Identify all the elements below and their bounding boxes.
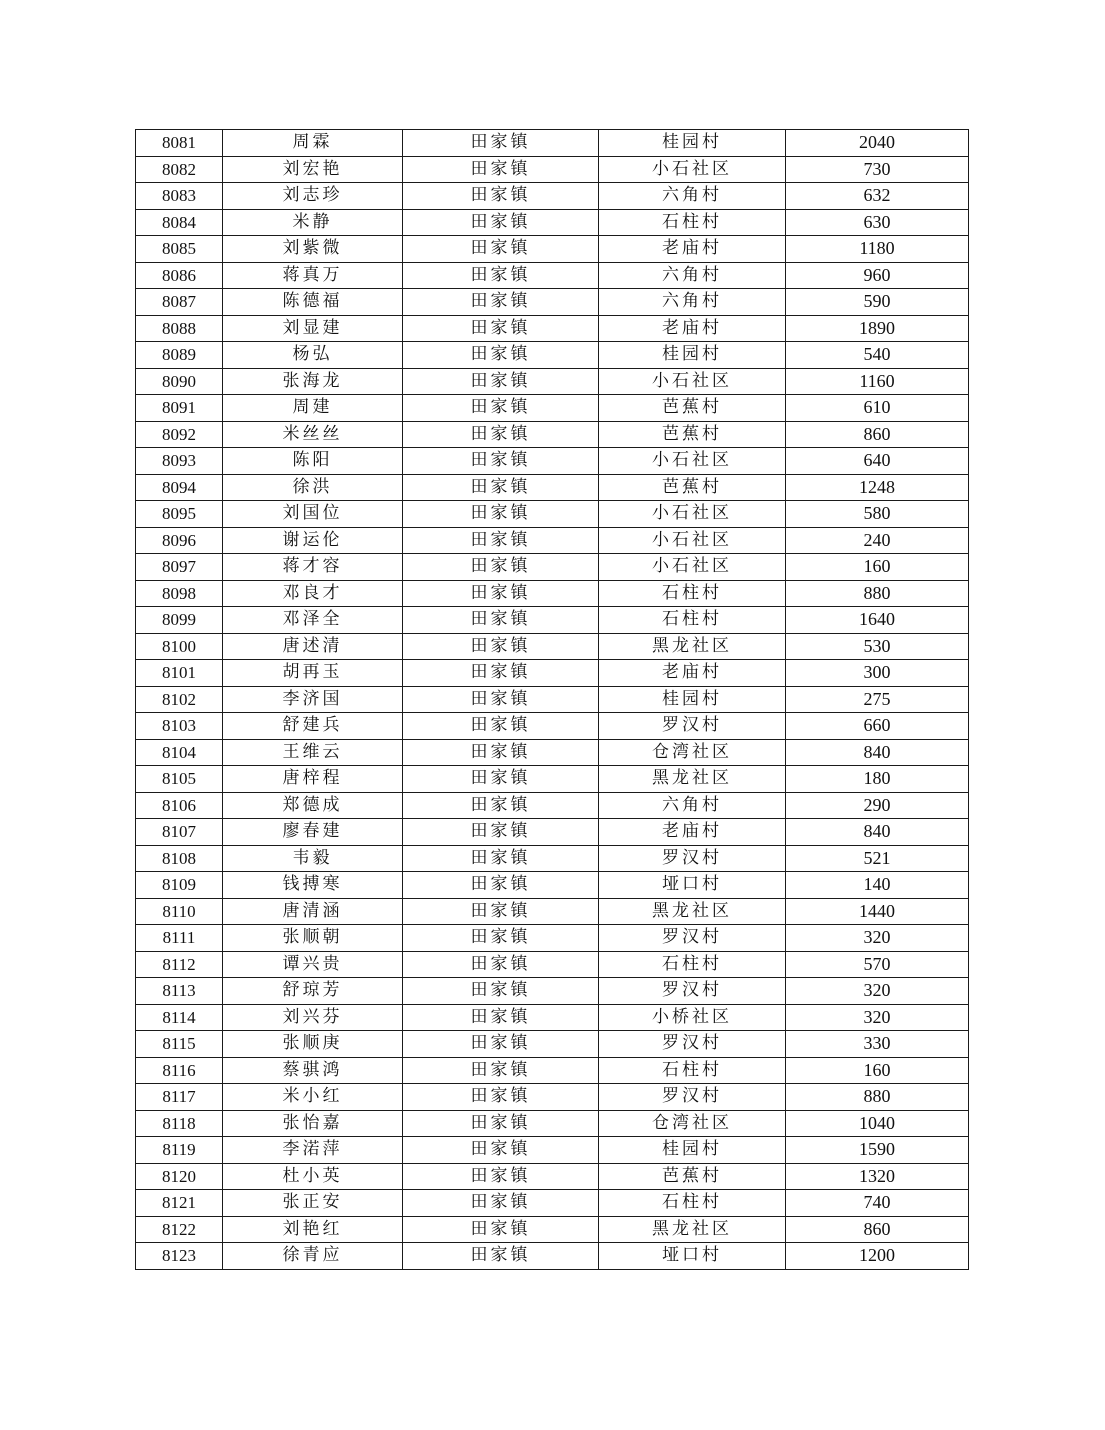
amount-cell: 330 (786, 1031, 969, 1058)
village-cell: 垭口村 (599, 872, 786, 899)
town-cell: 田家镇 (403, 660, 599, 687)
town-cell: 田家镇 (403, 607, 599, 634)
row-id-cell: 8096 (136, 527, 223, 554)
name-cell: 刘显建 (223, 315, 403, 342)
amount-cell: 630 (786, 209, 969, 236)
name-cell: 唐述清 (223, 633, 403, 660)
row-id-cell: 8112 (136, 951, 223, 978)
name-cell: 邓泽全 (223, 607, 403, 634)
town-cell: 田家镇 (403, 315, 599, 342)
name-cell: 徐青应 (223, 1243, 403, 1270)
town-cell: 田家镇 (403, 1004, 599, 1031)
name-cell: 刘宏艳 (223, 156, 403, 183)
village-cell: 石柱村 (599, 580, 786, 607)
row-id-cell: 8085 (136, 236, 223, 263)
village-cell: 黑龙社区 (599, 1216, 786, 1243)
village-cell: 老庙村 (599, 236, 786, 263)
village-cell: 六角村 (599, 262, 786, 289)
town-cell: 田家镇 (403, 1216, 599, 1243)
amount-cell: 160 (786, 554, 969, 581)
table-row (136, 209, 969, 236)
row-id-cell: 8119 (136, 1137, 223, 1164)
village-cell: 桂园村 (599, 342, 786, 369)
name-cell: 张顺朝 (223, 925, 403, 952)
row-id-cell: 8123 (136, 1243, 223, 1270)
village-cell: 罗汉村 (599, 1084, 786, 1111)
row-id-cell: 8113 (136, 978, 223, 1005)
town-cell: 田家镇 (403, 156, 599, 183)
town-cell: 田家镇 (403, 1243, 599, 1270)
town-cell: 田家镇 (403, 1031, 599, 1058)
name-cell: 米丝丝 (223, 421, 403, 448)
amount-cell: 160 (786, 1057, 969, 1084)
amount-cell: 320 (786, 978, 969, 1005)
town-cell: 田家镇 (403, 289, 599, 316)
town-cell: 田家镇 (403, 951, 599, 978)
town-cell: 田家镇 (403, 633, 599, 660)
row-id-cell: 8122 (136, 1216, 223, 1243)
row-id-cell: 8087 (136, 289, 223, 316)
village-cell: 石柱村 (599, 1057, 786, 1084)
table-row (136, 739, 969, 766)
village-cell: 小石社区 (599, 527, 786, 554)
village-cell: 老庙村 (599, 315, 786, 342)
town-cell: 田家镇 (403, 527, 599, 554)
row-id-cell: 8098 (136, 580, 223, 607)
name-cell: 唐清涵 (223, 898, 403, 925)
row-id-cell: 8101 (136, 660, 223, 687)
amount-cell: 240 (786, 527, 969, 554)
table-row (136, 766, 969, 793)
table-row (136, 792, 969, 819)
table-row (136, 501, 969, 528)
name-cell: 张怡嘉 (223, 1110, 403, 1137)
name-cell: 刘国位 (223, 501, 403, 528)
table-row (136, 315, 969, 342)
town-cell: 田家镇 (403, 845, 599, 872)
town-cell: 田家镇 (403, 1084, 599, 1111)
row-id-cell: 8109 (136, 872, 223, 899)
row-id-cell: 8097 (136, 554, 223, 581)
table-row (136, 1243, 969, 1270)
amount-cell: 590 (786, 289, 969, 316)
amount-cell: 320 (786, 925, 969, 952)
name-cell: 胡再玉 (223, 660, 403, 687)
name-cell: 唐梓程 (223, 766, 403, 793)
name-cell: 蒋才容 (223, 554, 403, 581)
town-cell: 田家镇 (403, 713, 599, 740)
amount-cell: 140 (786, 872, 969, 899)
name-cell: 张顺庚 (223, 1031, 403, 1058)
town-cell: 田家镇 (403, 686, 599, 713)
amount-cell: 1040 (786, 1110, 969, 1137)
town-cell: 田家镇 (403, 236, 599, 263)
town-cell: 田家镇 (403, 925, 599, 952)
table-row (136, 1110, 969, 1137)
name-cell: 舒琼芳 (223, 978, 403, 1005)
name-cell: 刘艳红 (223, 1216, 403, 1243)
village-cell: 石柱村 (599, 1190, 786, 1217)
table-row (136, 395, 969, 422)
table-row (136, 342, 969, 369)
amount-cell: 1640 (786, 607, 969, 634)
village-cell: 六角村 (599, 289, 786, 316)
village-cell: 六角村 (599, 183, 786, 210)
row-id-cell: 8107 (136, 819, 223, 846)
village-cell: 罗汉村 (599, 978, 786, 1005)
village-cell: 老庙村 (599, 819, 786, 846)
name-cell: 徐洪 (223, 474, 403, 501)
table-row (136, 1084, 969, 1111)
village-cell: 石柱村 (599, 951, 786, 978)
table-row (136, 951, 969, 978)
row-id-cell: 8102 (136, 686, 223, 713)
town-cell: 田家镇 (403, 766, 599, 793)
amount-cell: 840 (786, 739, 969, 766)
village-cell: 芭蕉村 (599, 1163, 786, 1190)
town-cell: 田家镇 (403, 819, 599, 846)
row-id-cell: 8092 (136, 421, 223, 448)
town-cell: 田家镇 (403, 1110, 599, 1137)
amount-cell: 1440 (786, 898, 969, 925)
name-cell: 谭兴贵 (223, 951, 403, 978)
amount-cell: 2040 (786, 130, 969, 157)
village-cell: 黑龙社区 (599, 766, 786, 793)
table-row (136, 1190, 969, 1217)
village-cell: 桂园村 (599, 130, 786, 157)
amount-cell: 300 (786, 660, 969, 687)
row-id-cell: 8094 (136, 474, 223, 501)
amount-cell: 1320 (786, 1163, 969, 1190)
amount-cell: 530 (786, 633, 969, 660)
name-cell: 邓良才 (223, 580, 403, 607)
table-row (136, 1057, 969, 1084)
table-row (136, 898, 969, 925)
amount-cell: 880 (786, 1084, 969, 1111)
table-row (136, 368, 969, 395)
table-row (136, 633, 969, 660)
amount-cell: 840 (786, 819, 969, 846)
row-id-cell: 8108 (136, 845, 223, 872)
village-cell: 小石社区 (599, 448, 786, 475)
town-cell: 田家镇 (403, 978, 599, 1005)
table-row (136, 156, 969, 183)
table-row (136, 660, 969, 687)
village-cell: 六角村 (599, 792, 786, 819)
row-id-cell: 8095 (136, 501, 223, 528)
table-row (136, 421, 969, 448)
amount-cell: 1890 (786, 315, 969, 342)
row-id-cell: 8110 (136, 898, 223, 925)
row-id-cell: 8121 (136, 1190, 223, 1217)
town-cell: 田家镇 (403, 421, 599, 448)
village-cell: 黑龙社区 (599, 633, 786, 660)
row-id-cell: 8091 (136, 395, 223, 422)
table-row (136, 289, 969, 316)
row-id-cell: 8120 (136, 1163, 223, 1190)
village-cell: 石柱村 (599, 209, 786, 236)
amount-cell: 1248 (786, 474, 969, 501)
village-cell: 小石社区 (599, 156, 786, 183)
table-row (136, 183, 969, 210)
table-row (136, 713, 969, 740)
village-cell: 罗汉村 (599, 845, 786, 872)
amount-cell: 730 (786, 156, 969, 183)
town-cell: 田家镇 (403, 474, 599, 501)
town-cell: 田家镇 (403, 368, 599, 395)
amount-cell: 660 (786, 713, 969, 740)
table-row (136, 1137, 969, 1164)
name-cell: 杜小英 (223, 1163, 403, 1190)
village-cell: 小桥社区 (599, 1004, 786, 1031)
town-cell: 田家镇 (403, 792, 599, 819)
amount-cell: 275 (786, 686, 969, 713)
town-cell: 田家镇 (403, 501, 599, 528)
name-cell: 蒋真万 (223, 262, 403, 289)
row-id-cell: 8105 (136, 766, 223, 793)
name-cell: 郑德成 (223, 792, 403, 819)
town-cell: 田家镇 (403, 1057, 599, 1084)
table-row (136, 474, 969, 501)
village-cell: 仓湾社区 (599, 739, 786, 766)
amount-cell: 1180 (786, 236, 969, 263)
table-row (136, 262, 969, 289)
row-id-cell: 8084 (136, 209, 223, 236)
village-cell: 芭蕉村 (599, 395, 786, 422)
amount-cell: 1160 (786, 368, 969, 395)
row-id-cell: 8099 (136, 607, 223, 634)
name-cell: 刘紫微 (223, 236, 403, 263)
name-cell: 刘兴芬 (223, 1004, 403, 1031)
table-row (136, 580, 969, 607)
town-cell: 田家镇 (403, 554, 599, 581)
table-row (136, 686, 969, 713)
town-cell: 田家镇 (403, 1190, 599, 1217)
table-row (136, 1216, 969, 1243)
village-cell: 桂园村 (599, 1137, 786, 1164)
table-row (136, 607, 969, 634)
row-id-cell: 8093 (136, 448, 223, 475)
name-cell: 周建 (223, 395, 403, 422)
amount-cell: 610 (786, 395, 969, 422)
name-cell: 张海龙 (223, 368, 403, 395)
town-cell: 田家镇 (403, 872, 599, 899)
village-cell: 芭蕉村 (599, 421, 786, 448)
amount-cell: 860 (786, 421, 969, 448)
town-cell: 田家镇 (403, 898, 599, 925)
village-cell: 小石社区 (599, 368, 786, 395)
row-id-cell: 8088 (136, 315, 223, 342)
amount-cell: 860 (786, 1216, 969, 1243)
table-row (136, 554, 969, 581)
town-cell: 田家镇 (403, 130, 599, 157)
row-id-cell: 8114 (136, 1004, 223, 1031)
row-id-cell: 8089 (136, 342, 223, 369)
amount-cell: 180 (786, 766, 969, 793)
table-row (136, 527, 969, 554)
name-cell: 舒建兵 (223, 713, 403, 740)
name-cell: 刘志珍 (223, 183, 403, 210)
row-id-cell: 8082 (136, 156, 223, 183)
name-cell: 蔡骐鸿 (223, 1057, 403, 1084)
name-cell: 米静 (223, 209, 403, 236)
amount-cell: 960 (786, 262, 969, 289)
amount-cell: 1200 (786, 1243, 969, 1270)
name-cell: 李济国 (223, 686, 403, 713)
table-row (136, 1004, 969, 1031)
table-body (136, 130, 969, 1270)
town-cell: 田家镇 (403, 448, 599, 475)
row-id-cell: 8103 (136, 713, 223, 740)
row-id-cell: 8117 (136, 1084, 223, 1111)
name-cell: 陈德福 (223, 289, 403, 316)
table-row (136, 845, 969, 872)
row-id-cell: 8118 (136, 1110, 223, 1137)
row-id-cell: 8086 (136, 262, 223, 289)
table-row (136, 236, 969, 263)
amount-cell: 632 (786, 183, 969, 210)
town-cell: 田家镇 (403, 1163, 599, 1190)
row-id-cell: 8104 (136, 739, 223, 766)
name-cell: 韦毅 (223, 845, 403, 872)
town-cell: 田家镇 (403, 1137, 599, 1164)
town-cell: 田家镇 (403, 342, 599, 369)
table-row (136, 978, 969, 1005)
name-cell: 廖春建 (223, 819, 403, 846)
data-table (135, 129, 969, 1270)
row-id-cell: 8100 (136, 633, 223, 660)
village-cell: 小石社区 (599, 501, 786, 528)
village-cell: 老庙村 (599, 660, 786, 687)
name-cell: 杨弘 (223, 342, 403, 369)
amount-cell: 521 (786, 845, 969, 872)
town-cell: 田家镇 (403, 183, 599, 210)
row-id-cell: 8111 (136, 925, 223, 952)
name-cell: 王维云 (223, 739, 403, 766)
name-cell: 钱搏寒 (223, 872, 403, 899)
name-cell: 陈阳 (223, 448, 403, 475)
name-cell: 米小红 (223, 1084, 403, 1111)
row-id-cell: 8083 (136, 183, 223, 210)
town-cell: 田家镇 (403, 262, 599, 289)
name-cell: 谢运伦 (223, 527, 403, 554)
row-id-cell: 8090 (136, 368, 223, 395)
table-row (136, 448, 969, 475)
town-cell: 田家镇 (403, 580, 599, 607)
village-cell: 罗汉村 (599, 713, 786, 740)
table-row (136, 819, 969, 846)
village-cell: 仓湾社区 (599, 1110, 786, 1137)
amount-cell: 320 (786, 1004, 969, 1031)
village-cell: 罗汉村 (599, 1031, 786, 1058)
amount-cell: 570 (786, 951, 969, 978)
name-cell: 李渃萍 (223, 1137, 403, 1164)
table-row (136, 872, 969, 899)
row-id-cell: 8115 (136, 1031, 223, 1058)
name-cell: 周霖 (223, 130, 403, 157)
village-cell: 垭口村 (599, 1243, 786, 1270)
row-id-cell: 8116 (136, 1057, 223, 1084)
row-id-cell: 8106 (136, 792, 223, 819)
table-row (136, 925, 969, 952)
row-id-cell: 8081 (136, 130, 223, 157)
amount-cell: 580 (786, 501, 969, 528)
village-cell: 芭蕉村 (599, 474, 786, 501)
village-cell: 罗汉村 (599, 925, 786, 952)
amount-cell: 540 (786, 342, 969, 369)
town-cell: 田家镇 (403, 209, 599, 236)
village-cell: 黑龙社区 (599, 898, 786, 925)
amount-cell: 640 (786, 448, 969, 475)
amount-cell: 1590 (786, 1137, 969, 1164)
town-cell: 田家镇 (403, 395, 599, 422)
amount-cell: 740 (786, 1190, 969, 1217)
table-row (136, 1031, 969, 1058)
table-row (136, 130, 969, 157)
village-cell: 桂园村 (599, 686, 786, 713)
amount-cell: 880 (786, 580, 969, 607)
village-cell: 石柱村 (599, 607, 786, 634)
amount-cell: 290 (786, 792, 969, 819)
village-cell: 小石社区 (599, 554, 786, 581)
name-cell: 张正安 (223, 1190, 403, 1217)
table-row (136, 1163, 969, 1190)
town-cell: 田家镇 (403, 739, 599, 766)
